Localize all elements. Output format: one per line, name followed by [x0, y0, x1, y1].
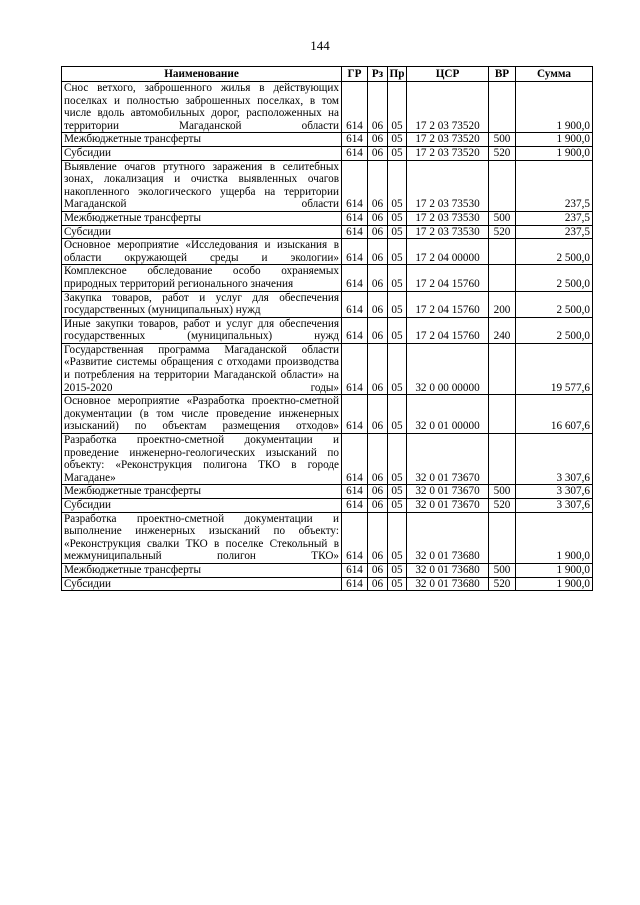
csr-cell: 17 2 03 73530	[407, 160, 489, 211]
sum-cell: 19 577,6	[516, 343, 593, 394]
table-row	[62, 499, 593, 513]
gr-cell: 614	[342, 225, 368, 239]
column-header-csr: ЦСР	[407, 67, 489, 82]
name-cell: Межбюджетные трансферты	[62, 133, 342, 147]
csr-cell: 17 2 04 15760	[407, 317, 489, 343]
gr-cell: 614	[342, 239, 368, 265]
name-cell: Основное мероприятие «Разработка проектно-сметной документации (в том числе проведение инженерных изысканий) по объектам размещения отходов»	[62, 395, 342, 434]
csr-cell: 17 2 03 73520	[407, 133, 489, 147]
vr-cell: 500	[489, 211, 516, 225]
gr-cell: 614	[342, 512, 368, 563]
name-cell: Межбюджетные трансферты	[62, 563, 342, 577]
gr-cell: 614	[342, 133, 368, 147]
name-cell: Межбюджетные трансферты	[62, 211, 342, 225]
pr-cell: 05	[388, 291, 407, 317]
table-row	[62, 395, 593, 434]
csr-cell: 17 2 03 73530	[407, 225, 489, 239]
sum-cell: 2 500,0	[516, 239, 593, 265]
gr-cell: 614	[342, 434, 368, 485]
pr-cell: 05	[388, 239, 407, 265]
vr-cell: 200	[489, 291, 516, 317]
table-row	[62, 265, 593, 291]
pr-cell: 05	[388, 563, 407, 577]
vr-cell: 520	[489, 577, 516, 591]
name-cell: Основное мероприятие «Исследования и изыскания в области окружающей среды и экологии»	[62, 239, 342, 265]
pr-cell: 05	[388, 133, 407, 147]
csr-cell: 17 2 03 73520	[407, 146, 489, 160]
table-row	[62, 577, 593, 591]
column-header-sum: Сумма	[516, 67, 593, 82]
vr-cell: 520	[489, 225, 516, 239]
table-row	[62, 563, 593, 577]
vr-cell	[489, 82, 516, 133]
sum-cell: 1 900,0	[516, 577, 593, 591]
sum-cell: 2 500,0	[516, 291, 593, 317]
rz-cell: 06	[368, 343, 388, 394]
gr-cell: 614	[342, 146, 368, 160]
sum-cell: 16 607,6	[516, 395, 593, 434]
csr-cell: 17 2 04 15760	[407, 265, 489, 291]
vr-cell	[489, 160, 516, 211]
column-header-vr: ВР	[489, 67, 516, 82]
name-cell: Субсидии	[62, 499, 342, 513]
rz-cell: 06	[368, 265, 388, 291]
gr-cell: 614	[342, 485, 368, 499]
csr-cell: 17 2 03 73520	[407, 82, 489, 133]
name-cell: Комплексное обследование особо охраняемых природных территорий регионального значения	[62, 265, 342, 291]
vr-cell	[489, 265, 516, 291]
gr-cell: 614	[342, 343, 368, 394]
budget-table	[61, 66, 593, 591]
sum-cell: 3 307,6	[516, 485, 593, 499]
rz-cell: 06	[368, 82, 388, 133]
name-cell: Закупка товаров, работ и услуг для обеспечения государственных (муниципальных) нужд	[62, 291, 342, 317]
name-cell: Субсидии	[62, 577, 342, 591]
csr-cell: 32 0 01 73680	[407, 563, 489, 577]
csr-cell: 17 2 04 00000	[407, 239, 489, 265]
gr-cell: 614	[342, 577, 368, 591]
gr-cell: 614	[342, 291, 368, 317]
name-cell: Снос ветхого, заброшенного жилья в действующих поселках и полностью заброшенных поселках, в том числе вдоль автомобильных дорог, расположенных на территории Магаданской области	[62, 82, 342, 133]
pr-cell: 05	[388, 82, 407, 133]
rz-cell: 06	[368, 291, 388, 317]
rz-cell: 06	[368, 499, 388, 513]
sum-cell: 1 900,0	[516, 133, 593, 147]
table-header-row	[62, 67, 593, 82]
pr-cell: 05	[388, 577, 407, 591]
gr-cell: 614	[342, 499, 368, 513]
sum-cell: 1 900,0	[516, 512, 593, 563]
sum-cell: 237,5	[516, 211, 593, 225]
sum-cell: 2 500,0	[516, 317, 593, 343]
table-row	[62, 485, 593, 499]
name-cell: Субсидии	[62, 146, 342, 160]
pr-cell: 05	[388, 395, 407, 434]
vr-cell	[489, 395, 516, 434]
csr-cell: 32 0 01 73670	[407, 434, 489, 485]
table-row	[62, 239, 593, 265]
column-header-rz: Рз	[368, 67, 388, 82]
gr-cell: 614	[342, 265, 368, 291]
sum-cell: 1 900,0	[516, 563, 593, 577]
vr-cell: 520	[489, 499, 516, 513]
table-row	[62, 211, 593, 225]
table-row	[62, 343, 593, 394]
gr-cell: 614	[342, 395, 368, 434]
pr-cell: 05	[388, 211, 407, 225]
name-cell: Субсидии	[62, 225, 342, 239]
sum-cell: 237,5	[516, 160, 593, 211]
sum-cell: 3 307,6	[516, 434, 593, 485]
table-row	[62, 291, 593, 317]
rz-cell: 06	[368, 434, 388, 485]
name-cell: Выявление очагов ртутного заражения в селитебных зонах, локализация и очистка выявленных очагов накопленного экологического ущерба на территории Магаданской области	[62, 160, 342, 211]
table-row	[62, 225, 593, 239]
rz-cell: 06	[368, 577, 388, 591]
gr-cell: 614	[342, 563, 368, 577]
vr-cell	[489, 512, 516, 563]
table-row	[62, 82, 593, 133]
vr-cell: 500	[489, 563, 516, 577]
vr-cell	[489, 239, 516, 265]
rz-cell: 06	[368, 146, 388, 160]
csr-cell: 17 2 03 73530	[407, 211, 489, 225]
gr-cell: 614	[342, 211, 368, 225]
column-header-gr: ГР	[342, 67, 368, 82]
vr-cell: 500	[489, 133, 516, 147]
vr-cell: 240	[489, 317, 516, 343]
pr-cell: 05	[388, 485, 407, 499]
table-body	[62, 82, 593, 591]
name-cell: Межбюджетные трансферты	[62, 485, 342, 499]
vr-cell: 520	[489, 146, 516, 160]
sum-cell: 3 307,6	[516, 499, 593, 513]
pr-cell: 05	[388, 146, 407, 160]
table-row	[62, 160, 593, 211]
csr-cell: 32 0 01 73680	[407, 577, 489, 591]
sum-cell: 1 900,0	[516, 82, 593, 133]
csr-cell: 17 2 04 15760	[407, 291, 489, 317]
rz-cell: 06	[368, 563, 388, 577]
gr-cell: 614	[342, 160, 368, 211]
sum-cell: 1 900,0	[516, 146, 593, 160]
pr-cell: 05	[388, 343, 407, 394]
pr-cell: 05	[388, 265, 407, 291]
rz-cell: 06	[368, 239, 388, 265]
rz-cell: 06	[368, 133, 388, 147]
page-number: 144	[310, 38, 330, 53]
column-header-pr: Пр	[388, 67, 407, 82]
pr-cell: 05	[388, 317, 407, 343]
csr-cell: 32 0 01 00000	[407, 395, 489, 434]
gr-cell: 614	[342, 82, 368, 133]
name-cell: Государственная программа Магаданской области «Развитие системы обращения с отходами производства и потребления на территории Магаданской области» на 2015-2020 годы»	[62, 343, 342, 394]
vr-cell	[489, 343, 516, 394]
csr-cell: 32 0 01 73670	[407, 499, 489, 513]
gr-cell: 614	[342, 317, 368, 343]
sum-cell: 2 500,0	[516, 265, 593, 291]
pr-cell: 05	[388, 499, 407, 513]
csr-cell: 32 0 01 73680	[407, 512, 489, 563]
csr-cell: 32 0 01 73670	[407, 485, 489, 499]
table-row	[62, 146, 593, 160]
table-row	[62, 434, 593, 485]
rz-cell: 06	[368, 485, 388, 499]
column-header-name: Наименование	[62, 67, 342, 82]
name-cell: Разработка проектно-сметной документации и проведение инженерно-геологических изысканий по объекту: «Реконструкция полигона ТКО в городе Магадане»	[62, 434, 342, 485]
pr-cell: 05	[388, 512, 407, 563]
table-row	[62, 512, 593, 563]
sum-cell: 237,5	[516, 225, 593, 239]
table-row	[62, 133, 593, 147]
pr-cell: 05	[388, 160, 407, 211]
vr-cell	[489, 434, 516, 485]
rz-cell: 06	[368, 225, 388, 239]
pr-cell: 05	[388, 225, 407, 239]
rz-cell: 06	[368, 317, 388, 343]
csr-cell: 32 0 00 00000	[407, 343, 489, 394]
rz-cell: 06	[368, 160, 388, 211]
name-cell: Разработка проектно-сметной документации и выполнение инженерных изысканий по объекту: «Реконструкция свалки ТКО в поселке Стекольный в межмуниципальный полигон ТКО»	[62, 512, 342, 563]
table-row	[62, 317, 593, 343]
name-cell: Иные закупки товаров, работ и услуг для обеспечения государственных (муниципальных) нужд	[62, 317, 342, 343]
rz-cell: 06	[368, 512, 388, 563]
rz-cell: 06	[368, 211, 388, 225]
rz-cell: 06	[368, 395, 388, 434]
pr-cell: 05	[388, 434, 407, 485]
vr-cell: 500	[489, 485, 516, 499]
